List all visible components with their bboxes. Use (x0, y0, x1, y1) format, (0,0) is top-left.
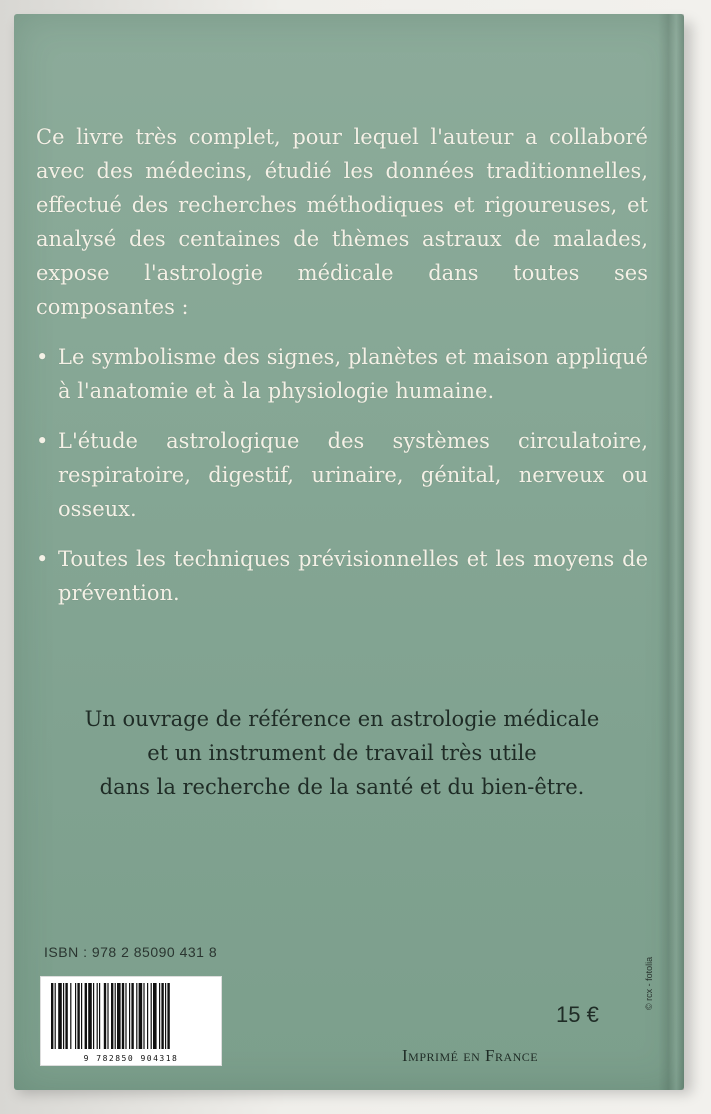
bullet-text: Le symbolisme des signes, planètes et maison appliqué à l'anatomie et à la physiologie humaine. (58, 345, 648, 403)
conclusion-line-2: et un instrument de travail très utile (147, 741, 537, 765)
barcode-bar (85, 983, 87, 1049)
conclusion-line-3: dans la recherche de la santé et du bien-être. (99, 775, 585, 799)
price-label: 15 € (556, 1002, 599, 1027)
barcode-bar (131, 983, 133, 1049)
barcode-bar (139, 983, 143, 1049)
barcode-bar (97, 983, 98, 1049)
bullet-marker: • (36, 429, 49, 453)
barcode-bar (77, 983, 79, 1049)
description-block (36, 120, 648, 626)
barcode-bar (93, 983, 94, 1049)
isbn-label: ISBN : 978 2 85090 431 8 (44, 944, 218, 960)
photo-credit: © rcx - fotolia (644, 956, 654, 1010)
barcode-bar (115, 983, 116, 1049)
barcode-bar (107, 983, 108, 1049)
intro-paragraph: Ce livre très complet, pour lequel l'auteur a collaboré avec des médecins, étudié les données traditionnelles, effectué des recherches méthodiques et rigoureuses, et analysé des centaines de thèmes astraux de malades, expose l'astrologie médicale dans toutes ses composantes : (36, 125, 648, 319)
conclusion-line-1: Un ouvrage de référence en astrologie médicale (84, 707, 600, 731)
conclusion-block (36, 702, 648, 804)
barcode-bar (65, 983, 67, 1049)
barcode-bar (88, 983, 92, 1049)
barcode-bar (99, 983, 100, 1049)
barcode-bar (136, 983, 137, 1049)
barcode-bar (58, 983, 62, 1049)
barcode-bar (129, 983, 130, 1049)
barcode-bar (75, 983, 76, 1049)
barcode-bar (153, 983, 157, 1049)
barcode-bar (104, 983, 106, 1049)
barcode-bar (167, 983, 169, 1049)
bullet-marker: • (36, 547, 49, 571)
barcode-bar (81, 983, 82, 1049)
barcode-bar (63, 983, 64, 1049)
barcode-number: 9 782850 904318 (83, 1054, 179, 1063)
bullet-marker: • (36, 345, 49, 369)
bullet-item-2 (36, 424, 648, 526)
barcode-bar (165, 983, 166, 1049)
barcode-bar (111, 983, 113, 1049)
barcode (40, 976, 222, 1066)
barcode-bar (55, 983, 56, 1049)
barcode-bars (49, 983, 213, 1049)
barcode-bar (51, 983, 53, 1049)
barcode-bar (143, 983, 144, 1049)
bullet-item-1 (36, 340, 648, 408)
bullet-text: L'étude astrologique des systèmes circulatoire, respiratoire, digestif, urinaire, génital, nerveux ou osseux. (58, 429, 648, 521)
barcode-bar (159, 983, 160, 1049)
barcode-bar (117, 983, 121, 1049)
barcode-bar (161, 983, 163, 1049)
barcode-bar (147, 983, 148, 1049)
barcode-bar (151, 983, 152, 1049)
barcode-bar (125, 983, 126, 1049)
imprint-label: Imprimé en France (402, 1046, 539, 1065)
barcode-bar (122, 983, 124, 1049)
cover-edge (658, 14, 684, 1090)
bullet-item-3 (36, 542, 648, 610)
bullet-text: Toutes les techniques prévisionnelles et les moyens de prévention. (58, 547, 648, 605)
barcode-bar (70, 983, 71, 1049)
